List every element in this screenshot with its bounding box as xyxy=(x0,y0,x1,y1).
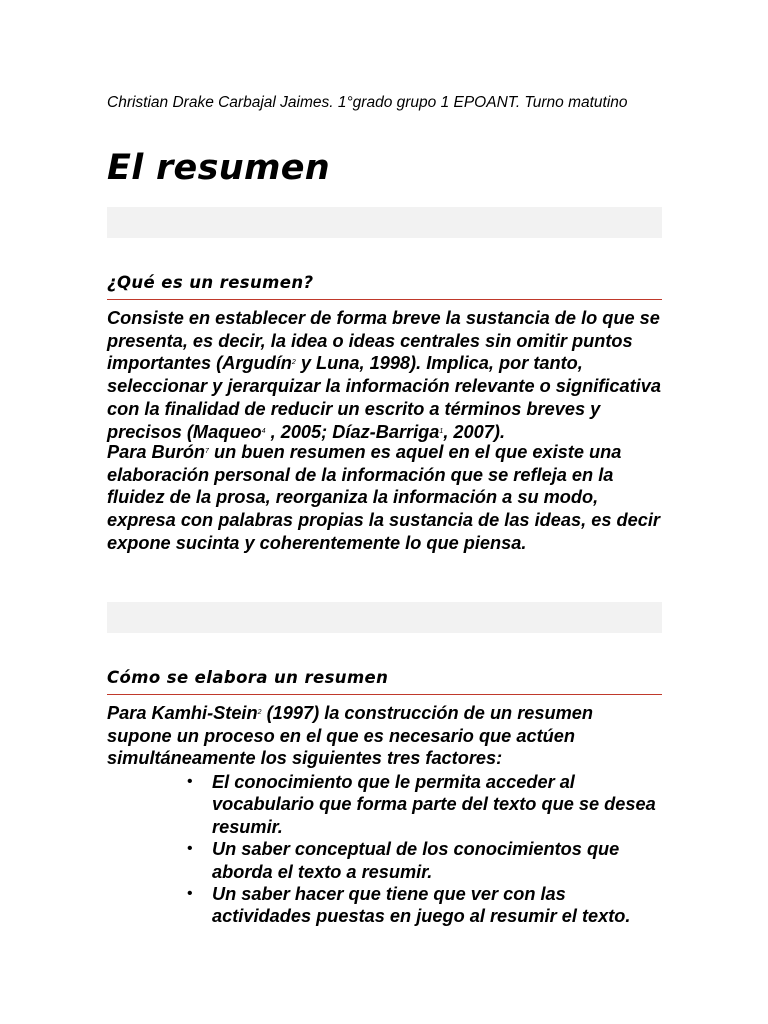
section-heading-que-es: ¿Qué es un resumen? xyxy=(107,272,662,300)
paragraph-text: , 2005; Díaz-Barriga xyxy=(265,421,440,442)
author-line: Christian Drake Carbajal Jaimes. 1°grado grupo 1 EPOANT. Turno matutino xyxy=(107,94,628,111)
list-item-text: El conocimiento que le permita acceder al vocabulario que forma parte del texto que se desea resumir. xyxy=(212,772,656,837)
list-item xyxy=(107,838,662,883)
paragraph-text: Para Burón xyxy=(107,442,206,462)
paragraph-text: y Luna, 1998). Implica, por tanto, seleccionar y jerarquizar la información relevante o significativa con la finalidad de reducir un escrito a términos breves y precisos (Maqueo xyxy=(107,353,661,442)
bullet-icon: • xyxy=(187,885,193,903)
citation-superscript: 7 xyxy=(205,448,209,455)
bullet-icon: • xyxy=(187,773,193,790)
factors-list xyxy=(107,771,662,928)
gray-band xyxy=(107,207,662,238)
paragraph-text: (1997) la construcción de un resumen supone un proceso en el que es necesario que actúen simultáneamente los siguientes tres factores: xyxy=(107,703,594,769)
paragraph-text: Para Kamhi-Stein xyxy=(107,703,258,723)
kamhi-stein-paragraph xyxy=(107,702,662,770)
list-item-text: Un saber conceptual de los conocimientos que aborda el texto a resumir. xyxy=(212,839,620,882)
citation-superscript: 2 xyxy=(257,709,262,716)
document-title: El resumen xyxy=(107,148,330,188)
list-item-text: Un saber hacer que tiene que ver con las actividades puestas en juego al resumir el texto. xyxy=(212,884,631,927)
gray-band xyxy=(107,602,662,633)
document-page xyxy=(107,0,662,1024)
definition-paragraph xyxy=(107,307,662,443)
citation-superscript: 2 xyxy=(291,359,296,367)
buron-paragraph xyxy=(107,441,662,555)
citation-superscript: 4 xyxy=(261,427,266,435)
paragraph-text: Consiste en establecer de forma breve la sustancia de lo que se presenta, es decir, la idea o ideas centrales sin omitir puntos importantes (Argudín xyxy=(107,308,660,374)
paragraph-text: , 2007). xyxy=(443,421,506,442)
section-heading-como-se-elabora: Cómo se elabora un resumen xyxy=(107,667,662,695)
paragraph-text: un buen resumen es aquel en el que existe una elaboración personal de la información que se refleja en la fluidez de la prosa, reorganiza la información a su modo, expresa con palabras propias la sustancia de las ideas, es decir expone sucinta y coherentemente lo que piensa. xyxy=(107,442,660,553)
list-item xyxy=(107,771,662,838)
list-item xyxy=(107,883,662,928)
citation-superscript: 1 xyxy=(439,427,444,435)
bullet-icon: • xyxy=(187,840,193,858)
